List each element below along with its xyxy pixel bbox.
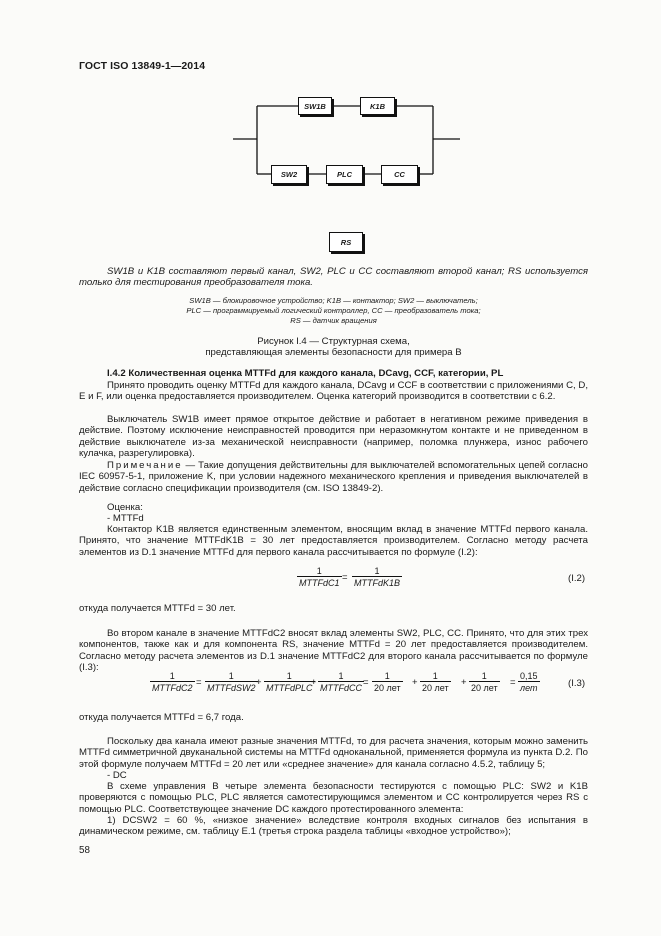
eq1-left-fraction: 1 MTTFdC1 <box>299 566 340 588</box>
document-header: ГОСТ ISO 13849-1—2014 <box>79 60 206 72</box>
eq2-term-2: 1 MTTFdSW2 <box>207 671 256 693</box>
sw1b-block: SW1B <box>298 97 332 115</box>
figure-caption-2: представляющая элементы безопасности для примера B <box>205 347 462 358</box>
eq2-plus-1: + <box>256 677 262 688</box>
eq2-term-8: 0,15 лет <box>520 671 538 693</box>
eq2-term-6: 1 20 лет <box>422 671 449 693</box>
eq2-term-7: 1 20 лет <box>471 671 498 693</box>
eq2-equals-2: = <box>363 677 369 688</box>
eq2-term-4: 1 MTTFdCC <box>320 671 362 693</box>
note-label: Примечание <box>107 460 183 471</box>
eq2-plus-3: + <box>412 677 418 688</box>
legend-line-2: PLC — программируемый логический контроллер, CC — преобразователь тока; <box>186 306 481 315</box>
eq2-plus-4: + <box>461 677 467 688</box>
rs-block: RS <box>329 232 363 252</box>
eq2-term-3: 1 MTTFdPLC <box>266 671 313 693</box>
diagram-description: SW1B и K1B составляют первый канал, SW2, PLC и CC составляют второй канал; RS используется только для тестирования преобразователя тока. <box>79 266 588 289</box>
eq2-plus-2: + <box>311 677 317 688</box>
eq2-number: (I.3) <box>568 678 586 689</box>
eq1-number: (I.2) <box>568 573 586 584</box>
cc-block: CC <box>381 165 418 184</box>
result-2: откуда получается MTTFd = 6,7 года. <box>79 712 244 723</box>
paragraph-2: Выключатель SW1B имеет прямое открытое действие и работает в негативном режиме приведения в действие. Поэтому исключение неисправностей проводится при неразомкнутом контакте и не приведенном в действие выключателе из-за механической неисправности (например, поломка плунжера, износ рабочего кулачка, разрегулировка). <box>79 414 588 460</box>
plc-block: PLC <box>326 165 363 184</box>
eq2-equals-1: = <box>196 677 202 688</box>
result-1: откуда получается MTTFd = 30 лет. <box>79 603 236 614</box>
note <box>79 460 588 494</box>
legend-line-1: SW1B — блокировочное устройство; K1B — контактор; SW2 — выключатель; <box>189 296 478 305</box>
dc-item: - DC <box>107 770 127 781</box>
paragraph-3: Контактор K1B является единственным элементом, вносящим вклад в значение MTTFd первого канала. Принято, что значение MTTFdK1B = 30 лет предоставляется производителем. Согласно методу расчета элементов из D.1 значение MTTFd для первого канала рассчитывается по формуле (I.2): <box>79 524 588 558</box>
eq2-term-5: 1 20 лет <box>374 671 401 693</box>
eq2-equals-3: = <box>510 677 516 688</box>
mttf-item: - MTTFd <box>107 513 144 524</box>
paragraph-6: В схеме управления В четыре элемента безопасности тестируются с помощью PLC: SW2 и K1B проверяются с помощью PLC, PLC является самотестирующимся элементом и CC контролируется через RS с помощью PLC. Соответствующее значение DC каждого протестированного элемента: <box>79 781 588 815</box>
section-title: I.4.2 Количественная оценка MTTFd для каждого канала, DCavg, CCF, категории, PL <box>107 368 504 379</box>
eq1-equals: = <box>342 572 348 583</box>
eq2-term-1: 1 MTTFdC2 <box>152 671 193 693</box>
eq1-right-fraction: 1 MTTFdK1B <box>354 566 401 588</box>
page-number: 58 <box>79 845 90 856</box>
estimate-label: Оценка: <box>107 502 143 513</box>
paragraph-1: Принято проводить оценку MTTFd для каждого канала, DCavg и CCF в соответствии с приложениями C, D, E и F, или оценка предоставляется производителем. Оценка категорий производится в соответствии с 6.2. <box>79 380 588 403</box>
figure-caption-1: Рисунок I.4 — Структурная схема, <box>257 336 410 347</box>
block-diagram <box>0 0 661 300</box>
paragraph-4: Во втором канале в значение MTTFdC2 вносят вклад элементы SW2, PLC, CC. Принято, что для этих трех компонентов, также как и для компонента RS, значение MTTFd = 20 лет предоставляется производителем. Согласно методу расчета элементов из D.1 значение MTTFdC2 для второго канала рассчитывается по формуле (I.3): <box>79 628 588 674</box>
legend-line-3: RS — датчик вращения <box>290 316 377 325</box>
note-text: — Такие допущения действительны для выключателей вспомогательных цепей согласно IEC 60957-5-1, приложение K, при условии надежного механического крепления и приведения выключателей в действие согласно спецификации производителя (см. ISO 13849-2). <box>79 460 588 494</box>
k1b-block: K1B <box>360 97 395 115</box>
paragraph-5: Поскольку два канала имеют разные значения MTTFd, то для расчета значения, которым можно заменить MTTFd симметричной двуканальной системы на MTTFd одноканальной, применяется формула из пункта D.2. По этой формуле получаем MTTFd = 20 лет или «среднее значение» для канала согласно 4.5.2, таблицу 5; <box>79 736 588 770</box>
sw2-block: SW2 <box>271 165 307 184</box>
paragraph-7: 1) DCSW2 = 60 %, «низкое значение» вследствие контроля входных сигналов без испытания в динамическом режиме, см. таблицу E.1 (третья строка раздела таблицы «входное устройство»); <box>79 815 588 838</box>
